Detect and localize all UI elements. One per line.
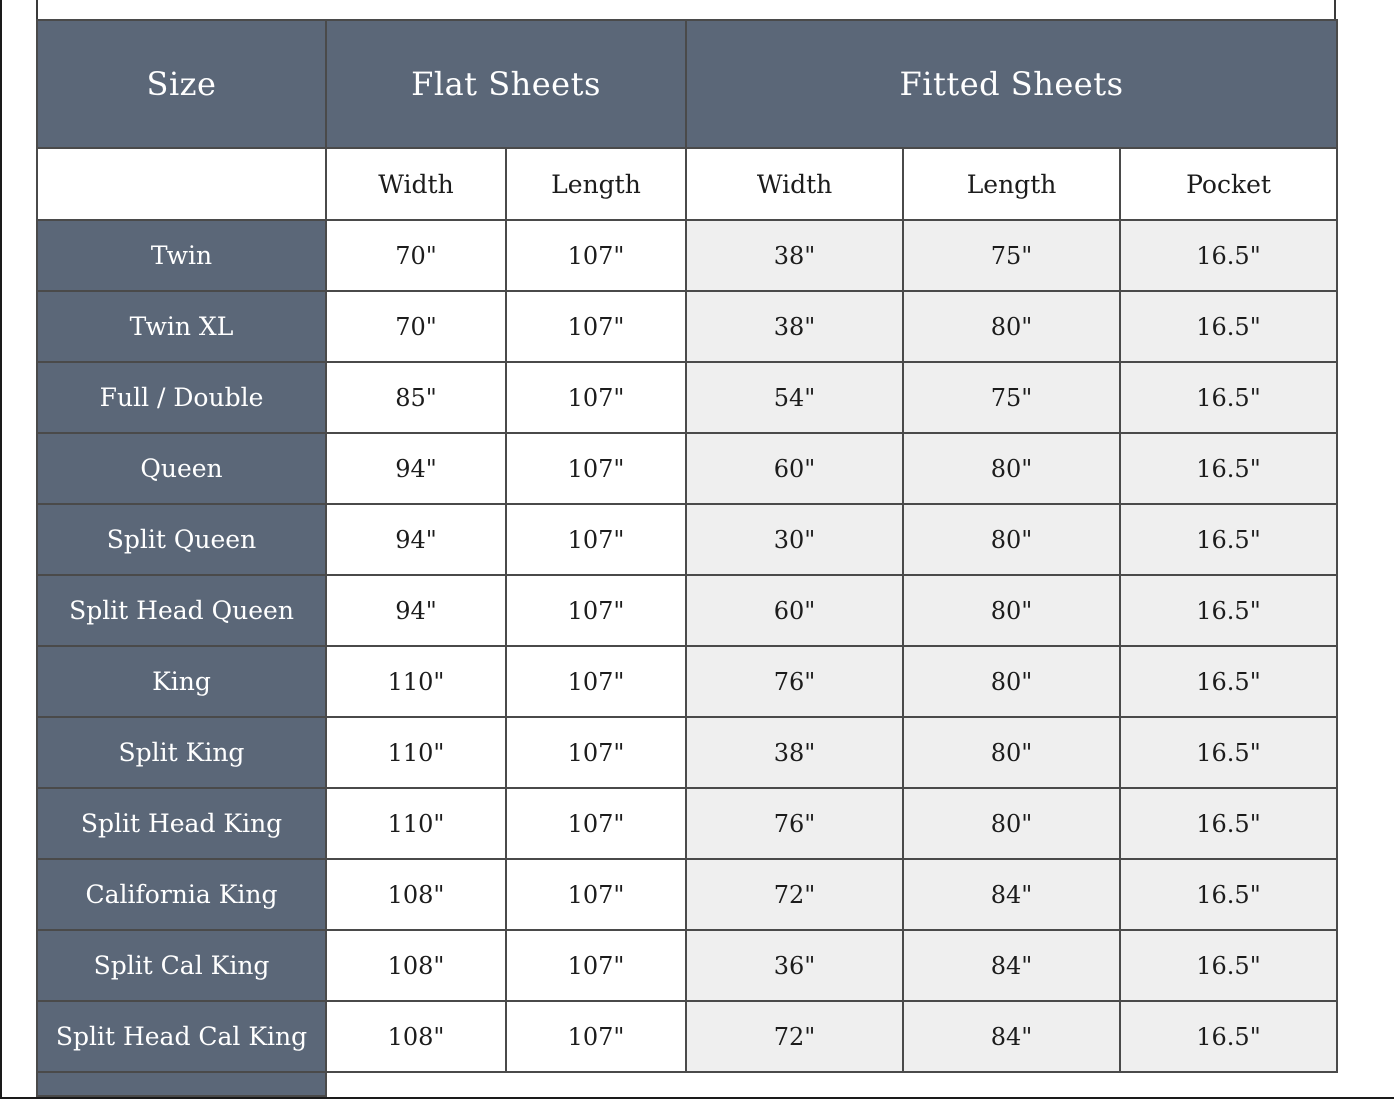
flat-length-cell: 107" — [506, 788, 686, 859]
table-top-right-rule — [1334, 0, 1336, 20]
fitted-pocket-cell: 16.5" — [1120, 717, 1337, 788]
table-row — [37, 362, 1337, 433]
size-label-cell — [37, 1072, 326, 1096]
fitted-length-cell: 80" — [903, 788, 1120, 859]
fitted-pocket-cell: 16.5" — [1120, 504, 1337, 575]
flat-length-cell: 107" — [506, 930, 686, 1001]
fitted-length-cell: 75" — [903, 362, 1120, 433]
fitted-pocket-cell: 16.5" — [1120, 433, 1337, 504]
group-header-row — [37, 20, 1337, 148]
size-label-cell: Twin XL — [37, 291, 326, 362]
flat-width-cell: 108" — [326, 1001, 506, 1072]
flat-length-cell: 107" — [506, 575, 686, 646]
table-row — [37, 646, 1337, 717]
fitted-length-cell: 80" — [903, 291, 1120, 362]
table-row — [37, 220, 1337, 291]
blank-subheader-cell — [37, 148, 326, 220]
flat-width-cell: 110" — [326, 788, 506, 859]
flat-width-cell: 110" — [326, 717, 506, 788]
fitted-pocket-cell: 16.5" — [1120, 930, 1337, 1001]
fitted-pocket-cell: 16.5" — [1120, 788, 1337, 859]
flat-length-cell: 107" — [506, 646, 686, 717]
size-label-cell: Split Head King — [37, 788, 326, 859]
size-label-cell: Twin — [37, 220, 326, 291]
flat-length-cell: 107" — [506, 220, 686, 291]
flat-length-cell: 107" — [506, 1001, 686, 1072]
flat-length-cell: 107" — [506, 291, 686, 362]
fitted-width-cell: 38" — [686, 291, 903, 362]
table-row — [37, 291, 1337, 362]
table-body — [37, 220, 1337, 1096]
size-label-cell: Split Cal King — [37, 930, 326, 1001]
fitted-length-cell: 80" — [903, 717, 1120, 788]
fitted-width-cell: 30" — [686, 504, 903, 575]
flat-width-cell: 94" — [326, 575, 506, 646]
fitted-width-cell: 76" — [686, 788, 903, 859]
fitted-length-cell: 84" — [903, 1001, 1120, 1072]
size-label-cell: Split King — [37, 717, 326, 788]
fitted-pocket-cell: 16.5" — [1120, 1001, 1337, 1072]
table-row-cut-off — [37, 1072, 1337, 1096]
fitted-width-cell: 36" — [686, 930, 903, 1001]
fitted-pocket-cell: 16.5" — [1120, 575, 1337, 646]
fitted-length-cell: 80" — [903, 433, 1120, 504]
table-row — [37, 788, 1337, 859]
flat-width-cell: 110" — [326, 646, 506, 717]
fitted-width-cell: 72" — [686, 1001, 903, 1072]
fitted-length-cell: 84" — [903, 930, 1120, 1001]
fitted-length-cell: 80" — [903, 646, 1120, 717]
size-header: Size — [37, 20, 326, 148]
flat-length-cell: 107" — [506, 859, 686, 930]
fitted-width-cell: 38" — [686, 717, 903, 788]
table-row — [37, 717, 1337, 788]
flat-length-cell: 107" — [506, 504, 686, 575]
fitted-width-cell: 76" — [686, 646, 903, 717]
fitted-width-cell: 60" — [686, 575, 903, 646]
size-label-cell: California King — [37, 859, 326, 930]
fitted-width-cell: 60" — [686, 433, 903, 504]
size-label-cell: Split Queen — [37, 504, 326, 575]
fitted-pocket-header: Pocket — [1120, 148, 1337, 220]
flat-width-cell: 70" — [326, 291, 506, 362]
table-top-left-rule — [36, 0, 38, 20]
fitted-length-cell: 84" — [903, 859, 1120, 930]
fitted-length-cell: 75" — [903, 220, 1120, 291]
fitted-pocket-cell: 16.5" — [1120, 220, 1337, 291]
sheet-size-chart — [36, 19, 1338, 1097]
flat-width-cell: 94" — [326, 504, 506, 575]
flat-length-cell: 107" — [506, 433, 686, 504]
blank-cell — [326, 1072, 1337, 1096]
sub-header-row — [37, 148, 1337, 220]
table-row — [37, 433, 1337, 504]
size-label-cell: Full / Double — [37, 362, 326, 433]
size-label-cell: Split Head Queen — [37, 575, 326, 646]
size-label-cell: Queen — [37, 433, 326, 504]
flat-length-cell: 107" — [506, 362, 686, 433]
fitted-pocket-cell: 16.5" — [1120, 291, 1337, 362]
flat-width-cell: 108" — [326, 930, 506, 1001]
flat-length-cell: 107" — [506, 717, 686, 788]
size-label-cell: Split Head Cal King — [37, 1001, 326, 1072]
fitted-width-cell: 54" — [686, 362, 903, 433]
size-label-cell: King — [37, 646, 326, 717]
fitted-width-header: Width — [686, 148, 903, 220]
fitted-pocket-cell: 16.5" — [1120, 859, 1337, 930]
flat-width-cell: 108" — [326, 859, 506, 930]
flat-sheets-header: Flat Sheets — [326, 20, 686, 148]
fitted-sheets-header: Fitted Sheets — [686, 20, 1337, 148]
table-row — [37, 1001, 1337, 1072]
fitted-length-header: Length — [903, 148, 1120, 220]
table-row — [37, 930, 1337, 1001]
fitted-pocket-cell: 16.5" — [1120, 646, 1337, 717]
fitted-pocket-cell: 16.5" — [1120, 362, 1337, 433]
fitted-width-cell: 38" — [686, 220, 903, 291]
table-row — [37, 575, 1337, 646]
table-row — [37, 504, 1337, 575]
table-row — [37, 859, 1337, 930]
fitted-length-cell: 80" — [903, 575, 1120, 646]
flat-length-header: Length — [506, 148, 686, 220]
flat-width-cell: 85" — [326, 362, 506, 433]
flat-width-cell: 94" — [326, 433, 506, 504]
flat-width-header: Width — [326, 148, 506, 220]
fitted-length-cell: 80" — [903, 504, 1120, 575]
flat-width-cell: 70" — [326, 220, 506, 291]
fitted-width-cell: 72" — [686, 859, 903, 930]
